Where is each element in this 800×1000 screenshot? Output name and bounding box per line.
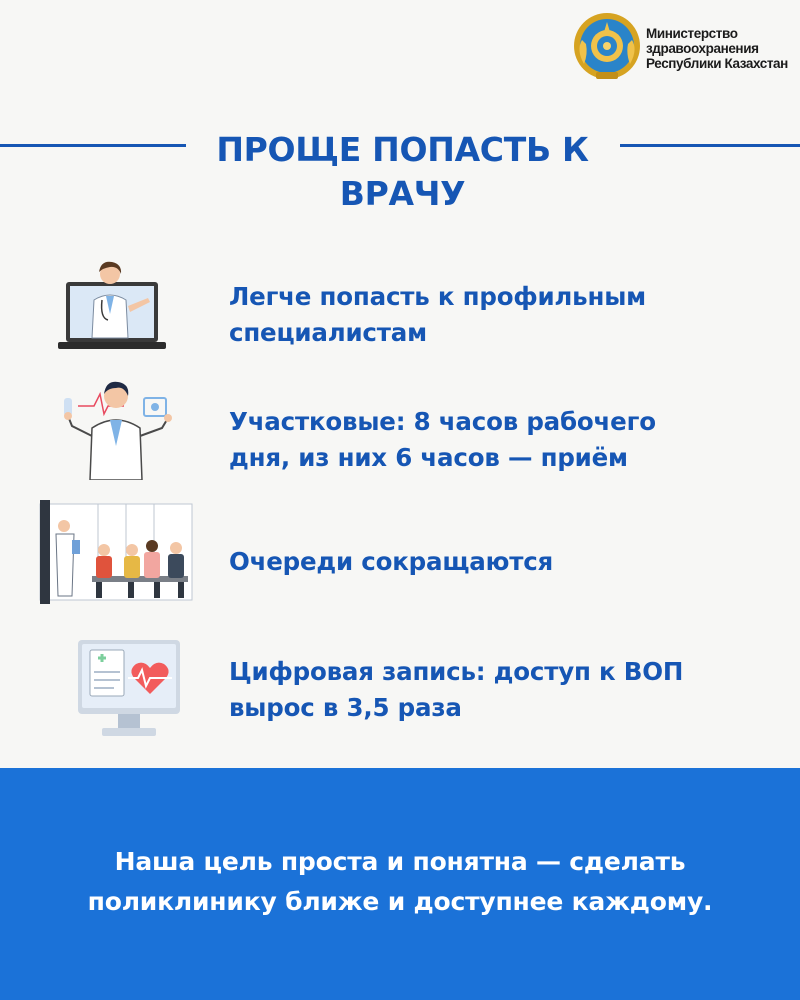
- footer-line-2: поликлинику ближе и доступнее каждому.: [87, 887, 713, 916]
- ministry-line-3: Республики Казахстан: [646, 56, 788, 71]
- feature-text-3: [229, 544, 553, 580]
- feature-text-1: [229, 279, 646, 351]
- ministry-line-2: здравоохранения: [646, 41, 759, 56]
- feature-1-line-2: специалистам: [229, 318, 427, 347]
- feature-2-line-1: Участковые: 8 часов рабочего: [229, 407, 656, 436]
- feature-2-line-2: дня, из них 6 часов — приём: [229, 443, 628, 472]
- title-rule-left: [0, 144, 186, 147]
- ministry-line-1: Министерство: [646, 26, 738, 41]
- waiting-room-icon: [36, 500, 196, 604]
- monitor-heart-icon: [76, 638, 182, 740]
- doctor-icon: [54, 376, 186, 480]
- title-line-1: ПРОЩЕ ПОПАСТЬ К: [216, 130, 589, 169]
- footer-message: [0, 842, 800, 922]
- feature-3-line-1: Очереди сокращаются: [229, 547, 554, 576]
- footer-line-1: Наша цель проста и понятна — сделать: [114, 847, 686, 876]
- doctor-laptop-icon: [58, 256, 170, 356]
- feature-4-line-1: Цифровая запись: доступ к ВОП: [229, 657, 684, 686]
- ministry-name: [646, 26, 788, 71]
- feature-text-2: [229, 404, 656, 476]
- title-line-2: ВРАЧУ: [339, 174, 466, 213]
- kazakhstan-emblem-icon: [572, 10, 642, 86]
- page-title: [190, 128, 615, 216]
- feature-1-line-1: Легче попасть к профильным: [229, 282, 646, 311]
- feature-4-line-2: вырос в 3,5 раза: [229, 693, 462, 722]
- title-rule-right: [620, 144, 800, 147]
- feature-text-4: [229, 654, 683, 726]
